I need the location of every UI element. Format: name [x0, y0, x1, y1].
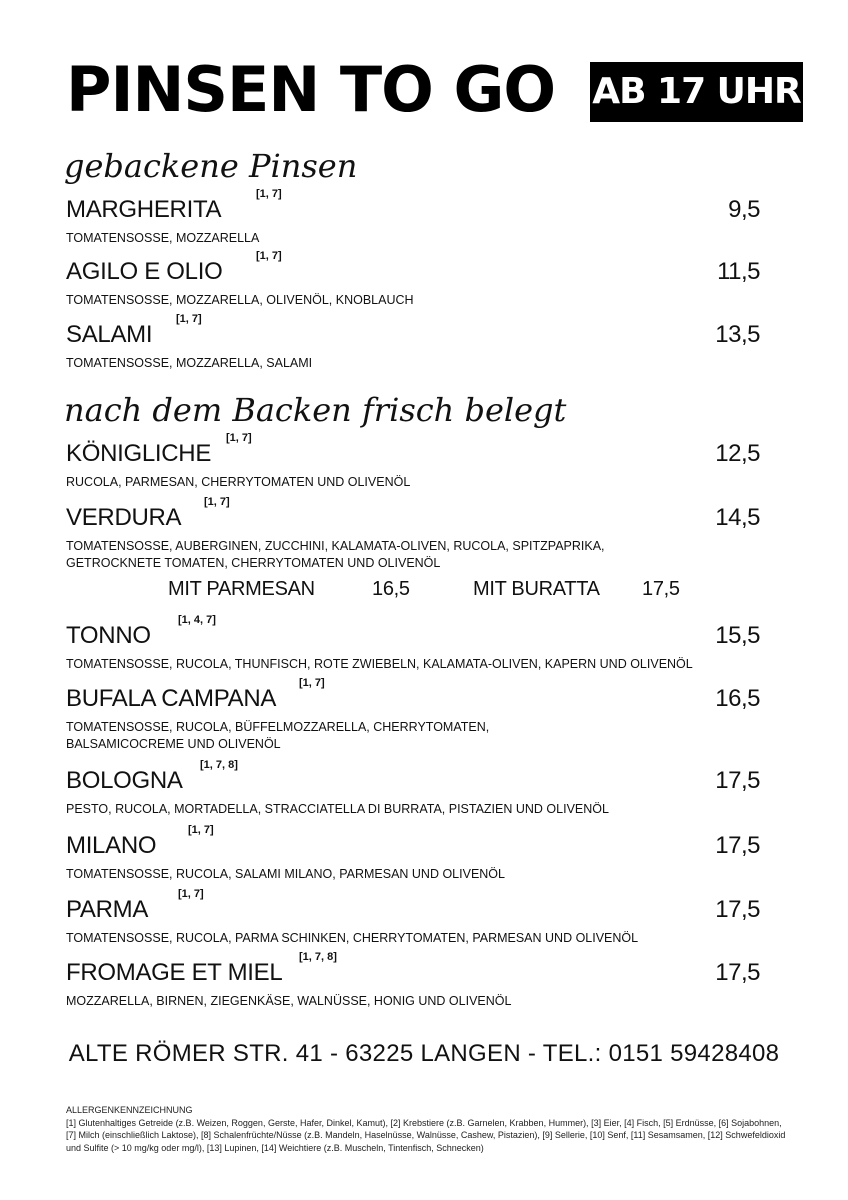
item-name: BUFALA CAMPANA: [66, 685, 277, 712]
item-name: SALAMI: [66, 321, 153, 348]
menu-item-salami: [66, 313, 766, 372]
item-name: TONNO: [66, 622, 151, 649]
section-heading-baked: gebackene Pinsen: [64, 147, 358, 185]
item-price: 13,5: [715, 321, 760, 348]
item-description: TOMATENSOSSE, MOZZARELLA: [66, 231, 260, 245]
item-description: TOMATENSOSSE, AUBERGINEN, ZUCCHINI, KALAMATA-OLIVEN, RUCOLA, SPITZPAPRIKA,: [66, 539, 605, 553]
item-name: AGILO E OLIO: [66, 258, 223, 285]
address-footer: ALTE RÖMER STR. 41 - 63225 LANGEN - TEL.: 0151 59428408: [68, 1040, 780, 1067]
extra-buratta-label: MIT BURATTA: [473, 578, 600, 600]
item-description: RUCOLA, PARMESAN, CHERRYTOMATEN UND OLIVENÖL: [66, 475, 411, 489]
item-description: PESTO, RUCOLA, MORTADELLA, STRACCIATELLA DI BURRATA, PISTAZIEN UND OLIVENÖL: [66, 802, 609, 816]
extra-buratta-price: 17,5: [642, 578, 680, 600]
item-name: PARMA: [66, 896, 149, 923]
item-description: TOMATENSOSSE, RUCOLA, BÜFFELMOZZARELLA, CHERRYTOMATEN,: [66, 720, 490, 734]
menu-item-agilo-e-olio: [66, 250, 766, 309]
item-allergens: [1, 7]: [256, 250, 282, 262]
item-allergens: [1, 7]: [188, 824, 214, 836]
item-allergens: [1, 7]: [256, 188, 282, 200]
extra-parmesan-label: MIT PARMESAN: [168, 578, 315, 600]
item-description: TOMATENSOSSE, MOZZARELLA, OLIVENÖL, KNOBLAUCH: [66, 293, 414, 307]
item-allergens: [1, 4, 7]: [178, 614, 216, 626]
item-description: TOMATENSOSSE, RUCOLA, SALAMI MILANO, PARMESAN UND OLIVENÖL: [66, 867, 505, 881]
item-price: 12,5: [715, 440, 760, 467]
allergen-legend: [66, 1104, 786, 1154]
section-heading-fresh: nach dem Backen frisch belegt: [64, 391, 567, 429]
item-description: TOMATENSOSSE, MOZZARELLA, SALAMI: [66, 356, 313, 370]
menu-item-bologna: [66, 759, 766, 818]
opening-time-badge: AB 17 UHR: [590, 62, 803, 122]
item-name: KÖNIGLICHE: [66, 440, 212, 467]
item-name: MARGHERITA: [66, 196, 222, 223]
menu-item-bufala-campana: [66, 677, 766, 753]
menu-item-verdura: [66, 496, 766, 572]
item-price: 14,5: [715, 504, 760, 531]
item-description-continued: GETROCKNETE TOMATEN, CHERRYTOMATEN UND OLIVENÖL: [66, 556, 441, 570]
item-price: 9,5: [728, 196, 760, 223]
menu-item-koenigliche: [66, 432, 766, 491]
item-name: BOLOGNA: [66, 767, 183, 794]
item-allergens: [1, 7, 8]: [299, 951, 337, 963]
item-price: 17,5: [715, 896, 760, 923]
item-allergens: [1, 7]: [176, 313, 202, 325]
extra-parmesan-price: 16,5: [372, 578, 410, 600]
item-description: MOZZARELLA, BIRNEN, ZIEGENKÄSE, WALNÜSSE, HONIG UND OLIVENÖL: [66, 994, 512, 1008]
item-allergens: [1, 7]: [178, 888, 204, 900]
menu-title: PINSEN TO GO: [66, 53, 556, 126]
menu-item-margherita: [66, 188, 766, 247]
item-price: 11,5: [717, 258, 760, 285]
menu-item-milano: [66, 824, 766, 883]
item-price: 15,5: [715, 622, 760, 649]
menu-item-tonno: [66, 614, 766, 673]
verdura-extras: [0, 578, 848, 606]
item-price: 17,5: [715, 767, 760, 794]
item-allergens: [1, 7, 8]: [200, 759, 238, 771]
item-allergens: [1, 7]: [204, 496, 230, 508]
allergen-legend-text: [1] Glutenhaltiges Getreide (z.B. Weizen, Roggen, Gerste, Hafer, Dinkel, Kamut), [2] Krebstiere (z.B. Garnelen, Krabben, Hummer), [3] Eier, [4] Fisch, [5] Erdnüsse, [6] Sojabohnen, [7] Milch (einschließlich Laktose), [8] Schalenfrüchte/Nüsse (z.B. Mandeln, Haselnüsse, Walnüsse, Cashew, Pistazien), [9] Sellerie, [10] Senf, [11] Sesamsamen, [12] Schwefeldioxid und Sulfite (> 10 mg/kg oder mg/l), [13] Lupinen, [14] Weichtiere (z.B. Muscheln, Tintenfisch, Schnecken): [66, 1117, 786, 1153]
item-price: 16,5: [715, 685, 760, 712]
menu-item-parma: [66, 888, 766, 947]
item-description: TOMATENSOSSE, RUCOLA, PARMA SCHINKEN, CHERRYTOMATEN, PARMESAN UND OLIVENÖL: [66, 931, 639, 945]
item-name: MILANO: [66, 832, 157, 859]
item-price: 17,5: [715, 832, 760, 859]
allergen-legend-title: ALLERGENKENNZEICHNUNG: [66, 1105, 193, 1115]
item-allergens: [1, 7]: [226, 432, 252, 444]
item-name: FROMAGE ET MIEL: [66, 959, 283, 986]
item-description-continued: BALSAMICOCREME UND OLIVENÖL: [66, 737, 281, 751]
item-allergens: [1, 7]: [299, 677, 325, 689]
item-description: TOMATENSOSSE, RUCOLA, THUNFISCH, ROTE ZWIEBELN, KALAMATA-OLIVEN, KAPERN UND OLIVENÖL: [66, 657, 693, 671]
item-price: 17,5: [715, 959, 760, 986]
item-name: VERDURA: [66, 504, 182, 531]
menu-item-fromage-et-miel: [66, 951, 766, 1010]
